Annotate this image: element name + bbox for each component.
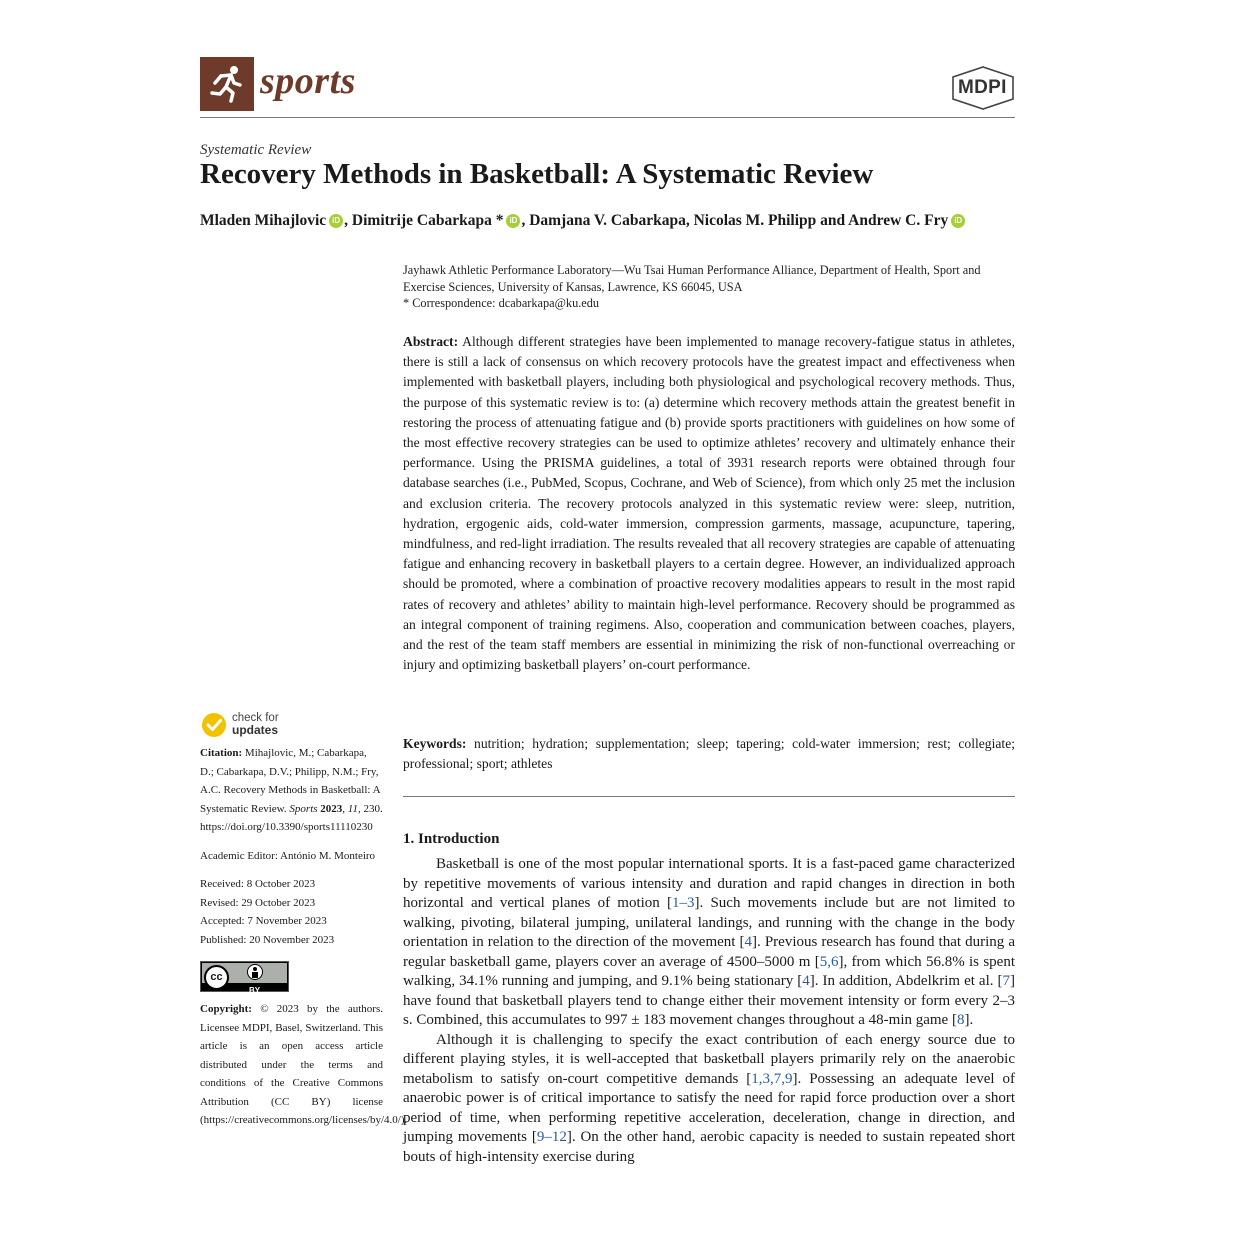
academic-editor: Academic Editor: António M. Monteiro [200,849,376,862]
mdpi-logo [950,65,1016,111]
cc-by-license-badge[interactable] [200,961,289,995]
abstract-text: Although different strategies have been implemented to manage recovery-fatigue status in athletes, there is still a lack of consensus on which recovery protocols have the greatest impact and effectiveness when implemented with basketball players, including both physiological and psychological recovery methods. Thus, the purpose of this systematic review is to: (a) determine which recovery methods attain the greatest benefit in restoring the process of attenuating fatigue and (b) provide sports practitioners with guidelines on how some of the most effective recovery strategies can be used to optimize athletes’ recovery and ultimately enhance their performance. Using the PRISMA guidelines, a total of 3931 research reports were obtained through four database searches (i.e., PubMed, Scopus, Cochrane, and Web of Science), from which only 25 met the inclusion and exclusion criteria. The recovery protocols analyzed in this systematic review were: sleep, nutrition, hydration, ergogenic aids, cold-water immersion, compression garments, massage, acupuncture, tapering, mindfulness, and red-light irradiation. The results revealed that all recovery strategies are capable of attenuating fatigue and enhancing recovery in basketball players to a certain degree. However, an individualized approach should be promoted, where a combination of proactive recovery modalities appears to result in the most rapid rates of recovery and athletes’ ability to maintain high-level performance. Recovery should be programmed as an integral component of training regimens. Also, cooperation and communication between coaches, players, and the rest of the team staff members are essential in minimizing the risk of non-functional overreaching or injury and optimizing basketball players’ on-court performance. [403,334,1015,673]
journal-name: sports [260,60,356,102]
reference-link[interactable]: 9–12 [536,1129,567,1145]
text-run: Although it is challenging to specify the exact contribution of each energy source due to different playing styles, it is well-accepted that basketball players primarily rely on the anaerobic metabolism to satisfy on-court competitive demands [ [403,1031,1015,1087]
text-run: ], from which 56.8% is spent walking, 34.1% running and jumping, and 9.1% being stationary [ [403,953,1015,989]
reference-link[interactable]: 1,3,7,9 [751,1070,793,1087]
citation-volume: 11 [347,802,358,815]
check-updates-line2: updates [232,723,279,737]
article-type: Systematic Review [200,142,312,158]
author-list [200,212,966,230]
author-3-5[interactable]: , Damjana V. Cabarkapa, Nicolas M. Philipp and Andrew C. Fry [521,212,949,229]
keywords-text: nutrition; hydration; supplementation; sleep; tapering; cold-water immersion; rest; collegiate; professional; sport; athletes [403,736,1015,772]
reference-link[interactable]: 7 [1002,973,1010,989]
citation-year: 2023 [320,802,343,815]
reference-link[interactable]: 4 [744,934,753,950]
text-run: ]. [964,1012,974,1028]
paragraph [403,1031,1015,1168]
section-divider [403,796,1015,797]
check-updates-line1: check for [232,712,279,724]
date-published: Published: 20 November 2023 [200,933,335,946]
author-2[interactable]: , Dimitrije Cabarkapa * [344,212,504,229]
citation: Citation: Mihajlovic, M.; Cabarkapa, D.; Cabarkapa, D.V.; Philipp, N.M.; Fry, A.C. Recovery Methods in Basketball: A Systematic Review. Sports 2023, 11, 230. https://doi.org/10.3390/sports11110230 [200,747,383,833]
journal-header [200,57,1016,117]
mdpi-text: MDPI [958,77,1007,98]
citation-text: Mihajlovic, M.; Cabarkapa, D.; Cabarkapa, D.V.; Philipp, N.M.; Fry, A.C. Recovery Methods in Basketball: A Systematic Review. [200,747,380,815]
date-revised: Revised: 29 October 2023 [200,896,316,909]
text-run: ] have found that basketball players tend to change either their movement intensity or form every 2–3 s. Combined, this accumulates to 997 ± 183 movement changes throughout a 48-min game [ [403,973,1015,1028]
orcid-icon[interactable]: iD [951,214,965,228]
date-accepted: Accepted: 7 November 2023 [200,915,327,927]
paragraph [403,855,1015,1031]
reference-link[interactable]: 8 [956,1012,965,1028]
date-received: Received: 8 October 2023 [200,878,316,890]
cc-icon: cc [204,965,229,990]
copyright-text: © 2023 by the authors. Licensee MDPI, Basel, Switzerland. This article is an open access article distributed under the terms and conditions of the Creative Commons Attribution (CC BY) license (https://creativecommons.org/licenses/by/4.0/). [200,1003,408,1126]
orcid-icon[interactable]: iD [506,214,520,228]
citation-journal: Sports [289,802,318,815]
article-title: Recovery Methods in Basketball: A Systematic Review [200,158,874,190]
by-label: BY [249,986,261,995]
section-title: 1. Introduction [403,831,500,847]
text-run: ]. In addition, Abdelkrim et al. [ [809,973,1003,989]
reference-link[interactable]: 4 [802,973,810,989]
copyright [200,1000,408,1130]
correspondence: * Correspondence: dcabarkapa@ku.edu [403,296,600,310]
text-run: ]. Such movements include but are not limited to walking, pivoting, bilateral jumping, unilateral landings, and running with the change in the body orientation in relation to the direction of the movement [ [403,895,1016,950]
affiliation: Jayhawk Athletic Performance Laboratory—Wu Tsai Human Performance Alliance, Department of Health, Sport and Exercise Sciences, University of Kansas, Lawrence, KS 66045, USA [403,263,981,294]
attribution-icon [247,964,263,980]
citation-label: Citation: [200,747,243,759]
copyright-label: Copyright: [200,1003,252,1015]
check-for-updates[interactable] [200,710,383,744]
introduction-body [403,855,1015,1167]
keywords [403,734,1015,774]
abstract [403,332,1015,675]
text-run: ]. On the other hand, aerobic capacity is needed to sustain repeated short bouts of high-intensity exercise during [403,1129,1015,1165]
runner-icon [207,64,247,104]
author-1[interactable]: Mladen Mihajlovic [200,212,327,229]
reference-link[interactable]: 1–3 [672,895,695,911]
text-run: Basketball is one of the most popular international sports. It is a fast-paced game characterized by repetitive movements of various intensity and duration and rapid changes in direction in both horizontal and vertical planes of motion [ [403,856,1015,911]
citation-doi[interactable]: , 230. https://doi.org/10.3390/sports11110230 [200,802,383,833]
header-divider [200,117,1015,118]
abstract-label: Abstract: [403,334,459,349]
article-info-sidebar [200,710,408,1130]
text-run: ]. Possessing an adequate level of anaerobic power is of critical importance to satisfy the need for rapid force production over a short period of time, when performing repetitive acceleration, deceleration, change in direction, and jumping movements [ [403,1070,1015,1145]
orcid-icon[interactable]: iD [329,214,343,228]
journal-logo [200,57,254,111]
reference-link[interactable]: 5,6 [819,953,839,970]
check-updates-icon [201,712,227,738]
text-run: ]. Previous research has found that during a regular basketball game, players cover an average of 4500–5000 m [ [403,934,1015,970]
keywords-label: Keywords: [403,736,467,751]
